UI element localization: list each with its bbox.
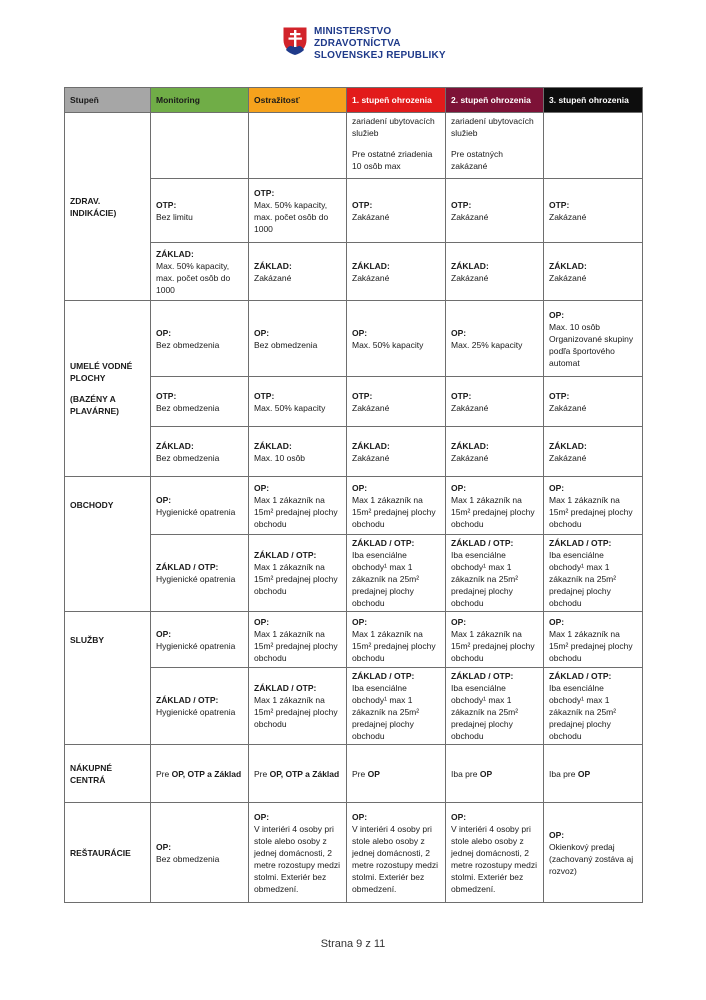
ministry-logo (282, 26, 446, 62)
cell: ZÁKLAD / OTP: Iba esenciálne obchody¹ max 1 zákazník na 25m² predajnej plochy obchodu (347, 535, 446, 612)
cell: OP: Max. 10 osôb Organizované skupiny podľa športového automat (544, 301, 643, 377)
table-header-row (65, 88, 643, 113)
cell: OP: Max 1 zákazník na 15m² predajnej plochy obchodu (544, 477, 643, 535)
category-obchody: OBCHODY (65, 477, 151, 612)
cell: OP: Max 1 zákazník na 15m² predajnej plochy obchodu (446, 612, 544, 668)
cell: ZÁKLAD / OTP: Iba esenciálne obchody¹ max 1 zákazník na 25m² predajnej plochy obchodu (544, 535, 643, 612)
cell: ZÁKLAD: Zakázané (544, 427, 643, 477)
col-header-stupen-2: 2. stupeň ohrozenia (446, 88, 544, 113)
table-row (65, 745, 643, 803)
col-header-stupen: Stupeň (65, 88, 151, 113)
table-row (65, 113, 643, 179)
col-header-stupen-1: 1. stupeň ohrozenia (347, 88, 446, 113)
table-row (65, 179, 643, 243)
cell: zariadení ubytovacích služieb Pre ostatných zakázané (446, 113, 544, 179)
page-number: Strana 9 z 11 (320, 938, 386, 950)
table-row (65, 427, 643, 477)
cell: OTP: Zakázané (347, 179, 446, 243)
cell: OP: Max 1 zákazník na 15m² predajnej plochy obchodu (249, 477, 347, 535)
cell (151, 113, 249, 179)
table-row (65, 612, 643, 668)
table-row (65, 377, 643, 427)
cell: OTP: Bez obmedzenia (151, 377, 249, 427)
cell: OP: Max 1 zákazník na 15m² predajnej plochy obchodu (446, 477, 544, 535)
cell: OP: Max. 25% kapacity (446, 301, 544, 377)
cell: OP: Hygienické opatrenia (151, 612, 249, 668)
cell: ZÁKLAD: Max. 50% kapacity, max. počet osôb do 1000 (151, 243, 249, 301)
cell (249, 113, 347, 179)
cell: OTP: Zakázané (347, 377, 446, 427)
cell: OTP: Zakázané (544, 179, 643, 243)
cell: ZÁKLAD / OTP: Iba esenciálne obchody¹ max 1 zákazník na 25m² predajnej plochy obchodu (544, 668, 643, 745)
ministry-line-1: MINISTERSTVO (314, 26, 392, 37)
col-header-stupen-3: 3. stupeň ohrozenia (544, 88, 643, 113)
cell: OTP: Max. 50% kapacity (249, 377, 347, 427)
category-zdrav: ZDRAV. INDIKÁCIE) (65, 113, 151, 301)
cell: OP: V interiéri 4 osoby pri stole alebo osoby z jednej domácnosti, 2 metre rozostupy medzi stolmi. Exteriér bez obmedzení. (446, 803, 544, 903)
cell: OP: Bez obmedzenia (151, 803, 249, 903)
ministry-line-3: SLOVENSKEJ REPUBLIKY (314, 50, 446, 61)
cell: ZÁKLAD / OTP: Hygienické opatrenia (151, 668, 249, 745)
ministry-name (314, 26, 446, 62)
table-row (65, 535, 643, 612)
cell: OTP: Zakázané (544, 377, 643, 427)
table-row (65, 301, 643, 377)
cell: ZÁKLAD / OTP: Max 1 zákazník na 15m² predajnej plochy obchodu (249, 668, 347, 745)
cell: Iba pre OP (544, 745, 643, 803)
cell: Pre OP, OTP a Základ (151, 745, 249, 803)
cell: OTP: Max. 50% kapacity, max. počet osôb do 1000 (249, 179, 347, 243)
covid-measures-table (64, 87, 643, 903)
table-row (65, 803, 643, 903)
cell: Pre OP, OTP a Základ (249, 745, 347, 803)
category-nakupne-centra: NÁKUPNÉ CENTRÁ (65, 745, 151, 803)
cell: OP: V interiéri 4 osoby pri stole alebo osoby z jednej domácnosti, 2 metre rozostupy medzi stolmi. Exteriér bez obmedzení. (347, 803, 446, 903)
cell: ZÁKLAD: Zakázané (544, 243, 643, 301)
table-row (65, 668, 643, 745)
cell: OP: Max. 50% kapacity (347, 301, 446, 377)
cell: OP: Hygienické opatrenia (151, 477, 249, 535)
cell: ZÁKLAD / OTP: Hygienické opatrenia (151, 535, 249, 612)
cell: OP: Bez obmedzenia (249, 301, 347, 377)
cell: Iba pre OP (446, 745, 544, 803)
cell: OP: Okienkový predaj (zachovaný zostáva aj rozvoz) (544, 803, 643, 903)
cell: ZÁKLAD: Zakázané (347, 243, 446, 301)
cell: OTP: Zakázané (446, 179, 544, 243)
category-sluzby: SLUŽBY (65, 612, 151, 745)
cell: OTP: Bez limitu (151, 179, 249, 243)
cell: OP: Bez obmedzenia (151, 301, 249, 377)
cell: ZÁKLAD: Zakázané (249, 243, 347, 301)
category-bazeny: UMELÉ VODNÉ PLOCHY (BAZÉNY A PLAVÁRNE) (65, 301, 151, 477)
cell: ZÁKLAD: Zakázané (347, 427, 446, 477)
ministry-line-2: ZDRAVOTNÍCTVA (314, 38, 401, 49)
cell: zariadení ubytovacích služieb Pre ostatné zriadenia 10 osôb max (347, 113, 446, 179)
cell: OP: Max 1 zákazník na 15m² predajnej plochy obchodu (347, 612, 446, 668)
col-header-monitoring: Monitoring (151, 88, 249, 113)
cell (544, 113, 643, 179)
category-restauracie: REŠTAURÁCIE (65, 803, 151, 903)
cell: ZÁKLAD / OTP: Iba esenciálne obchody¹ max 1 zákazník na 25m² predajnej plochy obchodu (347, 668, 446, 745)
cell: OP: Max 1 zákazník na 15m² predajnej plochy obchodu (249, 612, 347, 668)
cell: ZÁKLAD / OTP: Max 1 zákazník na 15m² predajnej plochy obchodu (249, 535, 347, 612)
cell: ZÁKLAD: Zakázané (446, 243, 544, 301)
cell: OP: Max 1 zákazník na 15m² predajnej plochy obchodu (347, 477, 446, 535)
cell: OP: V interiéri 4 osoby pri stole alebo osoby z jednej domácnosti, 2 metre rozostupy medzi stolmi. Exteriér bez obmedzení. (249, 803, 347, 903)
cell: ZÁKLAD: Bez obmedzenia (151, 427, 249, 477)
cell: ZÁKLAD: Max. 10 osôb (249, 427, 347, 477)
cell: Pre OP (347, 745, 446, 803)
cell: ZÁKLAD / OTP: Iba esenciálne obchody¹ max 1 zákazník na 25m² predajnej plochy obchodu (446, 668, 544, 745)
table-row (65, 477, 643, 535)
slovak-coat-of-arms-icon (282, 26, 308, 56)
cell: ZÁKLAD / OTP: Iba esenciálne obchody¹ max 1 zákazník na 25m² predajnej plochy obchodu (446, 535, 544, 612)
cell: OTP: Zakázané (446, 377, 544, 427)
cell: OP: Max 1 zákazník na 15m² predajnej plochy obchodu (544, 612, 643, 668)
cell: ZÁKLAD: Zakázané (446, 427, 544, 477)
table-row (65, 243, 643, 301)
col-header-ostrazitost: Ostražitosť (249, 88, 347, 113)
